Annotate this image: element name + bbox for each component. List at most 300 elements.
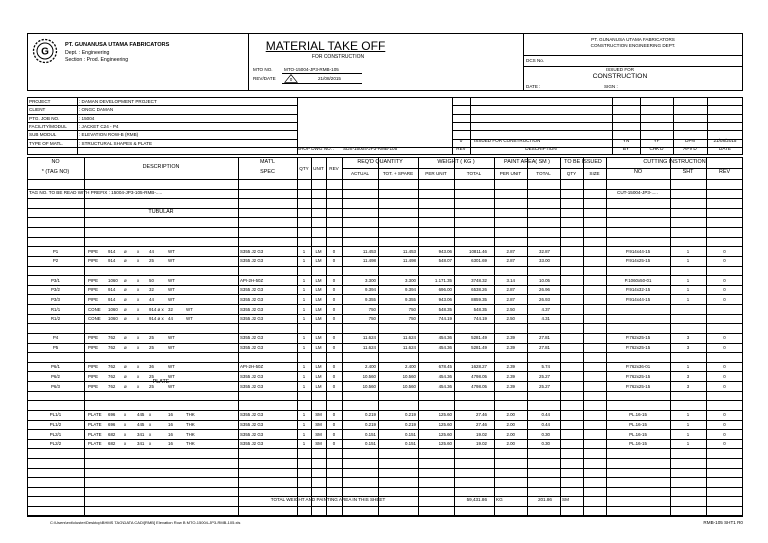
svg-text:G: G — [41, 46, 49, 58]
row-paint-total: 4.37 — [541, 306, 550, 312]
row-desc-part: 44 — [168, 316, 173, 322]
row-desc-part: PIPE — [88, 383, 99, 389]
row-actual: 10.560 — [362, 373, 376, 379]
row-cut-sht: 1 — [686, 248, 690, 254]
row-desc-part: 50 — [149, 277, 154, 283]
row-line — [27, 477, 743, 478]
col-no: NO — [51, 159, 60, 165]
project-field-value: : DAMAN DEVELOPMENT PROJECT — [79, 99, 157, 104]
project-row-line — [27, 130, 297, 131]
row-desc-part: 32 — [149, 287, 154, 293]
row-tag-no: R1/1 — [50, 306, 61, 312]
right-company-dept: CONSTRUCTION ENGINEERING DEPT. — [590, 43, 676, 48]
row-desc-part: PIPE — [88, 287, 99, 293]
col-rev: REV — [329, 166, 339, 171]
row-tot-spare: 0.219 — [405, 422, 416, 427]
row-desc-part: ø — [124, 373, 127, 379]
row-line — [27, 343, 743, 344]
shop-dwg-value: SDS-15004-JP3-RMB-105 — [343, 146, 398, 151]
row-spec: API-2H-50Z — [240, 277, 264, 283]
row-desc-part: 44 — [149, 296, 154, 302]
row-paint-per-unit: 2.00 — [506, 422, 515, 427]
row-spec: S355 J2 G3 — [240, 296, 264, 302]
row-desc-part: x — [137, 364, 140, 370]
row-weight-total: 5281.49 — [471, 345, 487, 351]
row-line — [27, 208, 743, 209]
row-rev: 0 — [332, 296, 336, 302]
row-tag-no: PL1/2 — [49, 422, 62, 427]
row-cut-no: P.762x25-15 — [625, 345, 651, 351]
project-row-line — [27, 122, 297, 123]
row-desc-part: 36 — [149, 364, 154, 370]
row-desc-part: x — [149, 422, 152, 427]
row-desc-part: ø — [124, 248, 127, 254]
mto-value: MTO-15004-JP3-RMB-105 — [284, 67, 339, 72]
row-actual: 2.400 — [365, 364, 376, 370]
project-field-value: : ELEVATION ROW-B (RMB) — [79, 132, 139, 138]
row-qty: 1 — [302, 277, 306, 283]
totals-paint-unit: SM — [562, 497, 569, 502]
row-unit: SM — [315, 422, 322, 427]
row-desc-part: 16 — [168, 431, 173, 437]
row-unit: SM — [315, 431, 322, 437]
row-desc-part: x — [137, 306, 140, 312]
row-desc-part: PIPE — [88, 345, 99, 351]
row-qty: 1 — [302, 364, 306, 370]
row-desc-part: PLATE — [88, 431, 102, 437]
project-field-label: PROJECT — [29, 99, 51, 104]
row-weight-total: 3748.32 — [471, 277, 487, 283]
rev-date-label: REV/DATE — [253, 76, 276, 81]
revision-desc-label: DESCRIPTION — [525, 146, 557, 151]
row-desc-part: 1060 — [108, 316, 118, 322]
row-cut-no: P.762x36-01 — [625, 364, 651, 370]
row-desc-part: 1060 — [108, 306, 118, 312]
row-spec: API-2H-50Z — [240, 364, 264, 370]
tag-prefix-note: TAG NO. TO BE READ WITH PREFIX : 15004-JP3-105-RMB-..... — [29, 190, 163, 195]
row-cut-no: PL.16-15 — [629, 431, 647, 437]
row-weight-per-unit: 744.19 — [438, 316, 452, 322]
row-unit: LM — [315, 316, 322, 322]
row-rev: 0 — [332, 316, 336, 322]
row-desc-part: 25 — [149, 373, 154, 379]
totals-paint: 201.86 — [537, 497, 552, 502]
row-cut-no: P.914x25-15 — [625, 258, 651, 264]
revision-rev-label: REV — [456, 146, 466, 151]
project-row-line — [27, 147, 297, 148]
row-paint-per-unit: 2.39 — [506, 335, 515, 341]
row-spec: S355 J2 G3 — [240, 412, 264, 418]
row-line — [27, 352, 743, 353]
row-tot-spare: 11.498 — [402, 258, 416, 264]
row-tag-no: P2 — [52, 258, 59, 264]
row-cut-sht: 3 — [686, 373, 690, 379]
row-rev: 0 — [332, 345, 336, 351]
row-qty: 1 — [302, 412, 306, 418]
row-paint-total: 0.30 — [541, 431, 550, 437]
col-reqd: REQ'D QUANTITY — [357, 159, 403, 165]
col-paint-total: TOTAL — [536, 171, 551, 176]
row-desc-part: WT — [168, 373, 175, 379]
project-field-label: PTG. JOB NO. — [29, 115, 60, 121]
row-line — [27, 333, 743, 334]
rev-value: 0 — [289, 77, 293, 82]
row-tot-spare: 11.624 — [402, 345, 416, 351]
project-field-value: : JACKET C24 - P4 — [79, 123, 119, 129]
col-cutting-instruction: CUTTING INSTRUCTION — [643, 159, 706, 165]
row-paint-total: 25.27 — [539, 383, 550, 389]
row-desc-part: 16 — [168, 441, 173, 447]
row-cut-sht: 1 — [686, 431, 690, 437]
row-line — [27, 429, 743, 430]
row-weight-total: 4798.05 — [471, 383, 487, 389]
row-unit: LM — [315, 258, 322, 264]
row-desc-part: x — [137, 248, 140, 254]
row-line — [27, 448, 743, 449]
revision-row-line — [452, 105, 743, 106]
row-desc-part: 682 — [108, 431, 116, 437]
row-line — [27, 516, 743, 517]
row-qty: 1 — [302, 287, 306, 293]
row-desc-part: 25 — [149, 335, 154, 341]
row-qty: 1 — [302, 316, 306, 322]
project-field-label: SUB MODUL — [29, 132, 57, 138]
row-actual: 9.355 — [365, 296, 376, 302]
col-qty: QTY — [299, 166, 309, 171]
col-description: DESCRIPTION — [142, 164, 180, 170]
row-weight-total: 27.46 — [476, 422, 487, 427]
row-weight-per-unit: 125.60 — [438, 422, 452, 427]
row-unit: LM — [315, 277, 322, 283]
row-desc-part: 16 — [168, 412, 173, 418]
col-unit: UNIT — [313, 166, 324, 171]
row-cut-rev: 0 — [723, 373, 726, 379]
row-tag-no: P5 — [52, 345, 59, 351]
row-desc-part: 1060 — [108, 277, 118, 283]
row-desc-part: x — [137, 287, 140, 293]
project-field-value: : 15004 — [79, 115, 95, 121]
row-actual: 11.624 — [362, 345, 376, 351]
row-cut-rev: 0 — [723, 335, 726, 341]
row-desc-part: x — [137, 383, 140, 389]
revision-row-line — [452, 130, 743, 131]
row-rev: 0 — [332, 441, 336, 447]
row-tot-spare: 11.453 — [402, 248, 416, 254]
row-cut-rev: 0 — [723, 345, 726, 351]
row-line — [27, 304, 743, 305]
row-spec: S355 J2 G3 — [240, 306, 264, 312]
row-rev: 0 — [332, 373, 336, 379]
row-tot-spare: 750 — [408, 306, 416, 312]
col-actual: ACTUAL — [350, 171, 370, 176]
row-cut-sht: 1 — [686, 296, 690, 302]
row-paint-per-unit: 3.14 — [506, 277, 515, 283]
row-paint-per-unit: 2.39 — [506, 345, 515, 351]
row-desc-part: 914 — [108, 296, 116, 302]
row-tot-spare: 3.300 — [405, 277, 416, 283]
row-line — [27, 391, 743, 392]
row-weight-per-unit: 125.60 — [438, 412, 452, 418]
col-tag-no: * (TAG NO) — [41, 169, 70, 175]
row-unit: LM — [315, 373, 322, 379]
dcs-label: DCS No. — [526, 58, 545, 63]
row-rev: 0 — [332, 431, 336, 437]
row-cut-no: P.914x44-15 — [625, 248, 651, 254]
row-desc-part: WT — [168, 248, 175, 254]
row-spec: S355 J2 G3 — [240, 258, 264, 264]
row-desc-part: ø — [124, 258, 127, 264]
row-desc-part: 682 — [108, 441, 116, 447]
row-qty: 1 — [302, 258, 306, 264]
row-desc-part: 32 — [168, 306, 173, 312]
row-weight-per-unit: 125.60 — [438, 431, 452, 437]
right-company-name: PT. GUNANUSA UTAMA FABRICATORS — [591, 37, 675, 42]
row-cut-rev: 0 — [723, 431, 726, 437]
row-cut-no: P.762x25-15 — [625, 373, 651, 379]
row-rev: 0 — [332, 412, 336, 418]
row-weight-per-unit: 454.36 — [438, 345, 452, 351]
row-tot-spare: 9.355 — [405, 296, 416, 302]
row-tot-spare: 10.560 — [402, 383, 416, 389]
row-desc-part: 25 — [149, 345, 154, 351]
row-desc-part: THK — [186, 441, 195, 447]
row-cut-sht: 3 — [686, 335, 690, 341]
row-desc-part: 16 — [168, 422, 173, 427]
row-spec: S355 J2 G3 — [240, 287, 264, 293]
project-field-label: TYPE OF MATL. — [29, 140, 64, 146]
row-cut-no: P.1060x50-01 — [624, 277, 652, 283]
project-row-line — [27, 105, 297, 106]
row-paint-total: 26.93 — [539, 296, 550, 302]
row-weight-total: 548.35 — [473, 306, 487, 312]
row-spec: S355 J2 G3 — [240, 431, 264, 437]
row-line — [27, 371, 743, 372]
row-desc-part: 341 — [137, 441, 145, 447]
row-rev: 0 — [332, 383, 336, 389]
row-unit: LM — [315, 345, 322, 351]
row-qty: 1 — [302, 306, 306, 312]
row-desc-part: ø — [124, 306, 127, 312]
col-weight-per-unit: PER UNIT — [425, 171, 447, 176]
row-qty: 1 — [302, 248, 306, 254]
row-cut-sht: 1 — [686, 287, 690, 293]
row-paint-per-unit: 2.50 — [506, 316, 515, 322]
row-cut-no: PL.16-15 — [629, 412, 647, 418]
row-tag-no: P1 — [52, 248, 59, 254]
row-tot-spare: 0.151 — [405, 431, 416, 437]
row-desc-part: x — [137, 277, 140, 283]
row-desc-part: CONE — [88, 306, 101, 312]
row-cut-rev: 0 — [723, 258, 726, 264]
row-desc-part: x — [137, 335, 140, 341]
row-paint-total: 4.31 — [541, 316, 550, 322]
row-desc-part: 914 ø x — [149, 316, 164, 322]
row-desc-part: PLATE — [88, 422, 102, 427]
row-weight-total: 744.19 — [473, 316, 487, 322]
row-weight-per-unit: 943.06 — [438, 248, 452, 254]
row-paint-per-unit: 2.87 — [506, 287, 515, 293]
row-paint-per-unit: 2.00 — [506, 431, 515, 437]
row-tot-spare: 0.151 — [405, 441, 416, 447]
revision-desc: ISSUED FOR CONSTRUCTION — [474, 138, 541, 143]
row-weight-total: 6538.26 — [471, 287, 487, 293]
revision-yn: YN — [622, 138, 630, 143]
row-desc-part: PIPE — [88, 248, 99, 254]
row-actual: 750 — [368, 316, 376, 322]
row-desc-part: THK — [186, 431, 195, 437]
footer-sheet-id: RMB-105 SHT1 R0 — [703, 520, 743, 525]
row-tot-spare: 10.560 — [402, 373, 416, 379]
row-cut-sht: 1 — [686, 412, 690, 418]
row-desc-part: x — [137, 258, 140, 264]
company-name: PT. GUNANUSA UTAMA FABRICATORS — [65, 42, 170, 48]
row-paint-total: 10.05 — [539, 277, 550, 283]
row-desc-part: WT — [168, 277, 175, 283]
row-cut-rev: 0 — [723, 412, 726, 418]
col-tot-spare: TOT. + SPARE — [382, 171, 414, 176]
row-desc-part: 341 — [137, 431, 145, 437]
row-desc-part: ø — [124, 345, 127, 351]
project-row-line — [27, 114, 297, 115]
row-line — [27, 410, 743, 411]
col-cut-no: NO — [633, 169, 643, 175]
row-actual: 11.498 — [362, 258, 376, 264]
row-spec: S355 J2 G3 — [240, 422, 264, 427]
row-line — [27, 458, 743, 459]
row-paint-per-unit: 2.39 — [506, 373, 515, 379]
row-desc-part: PIPE — [88, 296, 99, 302]
col-cut-rev: REV — [718, 169, 731, 175]
row-tot-spare: 11.624 — [402, 335, 416, 341]
col-weight-total: TOTAL — [466, 171, 482, 176]
row-desc-part: 762 — [108, 345, 116, 351]
row-rev: 0 — [332, 306, 336, 312]
row-actual: 9.394 — [365, 287, 376, 293]
row-unit: LM — [315, 296, 322, 302]
row-cut-rev: 0 — [723, 441, 726, 447]
row-desc-part: ø — [124, 277, 127, 283]
row-desc-part: WT — [186, 306, 193, 312]
row-weight-per-unit: 454.36 — [438, 383, 452, 389]
col-to-be-issued: TO BE ISSUED — [564, 159, 602, 165]
row-weight-per-unit: 678.45 — [438, 364, 452, 370]
row-desc-part: 914 — [108, 248, 116, 254]
row-weight-total: 4798.05 — [471, 373, 487, 379]
row-line — [27, 420, 743, 421]
row-line — [27, 314, 743, 315]
row-cut-no: PL.16-15 — [629, 422, 647, 427]
row-unit: LM — [315, 383, 322, 389]
row-qty: 1 — [302, 296, 306, 302]
col-issue-size: SIZE — [589, 171, 600, 176]
mto-label: MTO NO. — [253, 67, 273, 72]
shop-dwg-label: SHOP DWG NO. : — [297, 146, 335, 151]
row-qty: 1 — [302, 373, 306, 379]
row-weight-per-unit: 943.06 — [438, 296, 452, 302]
project-row-line — [27, 139, 297, 140]
issued-for-value: CONSTRUCTION — [592, 73, 648, 80]
row-cut-no: P.762x25-15 — [625, 383, 651, 389]
row-weight-total: 19.02 — [476, 431, 487, 437]
row-desc-part: ø — [124, 316, 127, 322]
row-desc-part: PIPE — [88, 373, 99, 379]
row-weight-total: 1628.27 — [471, 364, 487, 370]
row-cut-sht: 3 — [686, 383, 690, 389]
row-weight-per-unit: 454.36 — [438, 373, 452, 379]
row-desc-part: x — [124, 441, 127, 447]
row-paint-per-unit: 2.87 — [506, 248, 515, 254]
row-desc-part: 44 — [149, 248, 154, 254]
row-rev: 0 — [332, 248, 336, 254]
row-paint-total: 5.74 — [541, 364, 550, 370]
column-line — [583, 157, 584, 516]
row-paint-total: 32.87 — [539, 248, 550, 254]
row-spec: S355 J2 G3 — [240, 248, 264, 254]
row-line — [27, 266, 743, 267]
row-desc-part: x — [124, 431, 127, 437]
row-desc-part: 25 — [149, 383, 154, 389]
row-desc-part: ø — [124, 335, 127, 341]
row-weight-per-unit: 548.35 — [438, 306, 452, 312]
row-tag-no: P6/2 — [50, 373, 61, 379]
row-desc-part: PIPE — [88, 277, 99, 283]
row-cut-sht: 1 — [686, 422, 690, 427]
row-cut-sht: 1 — [686, 277, 690, 283]
row-qty: 1 — [302, 345, 306, 351]
row-desc-part: THK — [186, 422, 195, 427]
row-rev: 0 — [332, 258, 336, 264]
row-paint-per-unit: 2.50 — [506, 306, 515, 312]
row-rev: 0 — [332, 422, 336, 427]
revision-apvd-label: APV'D — [683, 146, 697, 151]
row-cut-no: P.914x32-15 — [625, 287, 651, 293]
row-cut-rev: 0 — [723, 422, 726, 427]
row-qty: 1 — [302, 383, 306, 389]
row-paint-per-unit: 2.87 — [506, 296, 515, 302]
project-field-value: : STRUCTURAL SHAPES & PLATE — [79, 140, 153, 146]
row-desc-part: 914 ø x — [149, 306, 164, 312]
totals-label: TOTAL WEIGHT AND PAINTING AREA IN THIS SHEET — [270, 497, 386, 502]
row-cut-no: P.914x44-15 — [625, 296, 651, 302]
revision-date-label: DATE — [719, 146, 731, 151]
rev-date: 21/08/2015 — [318, 76, 341, 81]
row-tot-spare: 9.394 — [405, 287, 416, 293]
row-tag-no: R1/2 — [50, 316, 61, 322]
col-paint-per-unit: PER UNIT — [499, 171, 522, 176]
row-paint-total: 25.27 — [539, 373, 550, 379]
row-rev: 0 — [332, 335, 336, 341]
row-desc-part: 762 — [108, 364, 116, 370]
row-desc-part: x — [149, 431, 152, 437]
issued-for-label: ISSUED FOR — [605, 67, 635, 72]
row-tag-no: P3/3 — [50, 296, 61, 302]
row-desc-part: 445 — [137, 412, 145, 418]
header-divider-3 — [523, 55, 743, 56]
row-tag-no: PL1/1 — [49, 412, 62, 418]
column-line — [560, 157, 561, 516]
row-unit: LM — [315, 335, 322, 341]
sign-label: SIGN : — [604, 84, 618, 89]
row-qty: 1 — [302, 441, 306, 447]
row-actual: 10.560 — [362, 383, 376, 389]
row-rev: 0 — [332, 277, 336, 283]
row-line — [27, 487, 743, 488]
row-desc-part: 696 — [108, 422, 116, 427]
row-spec: S355 J2 G3 — [240, 335, 264, 341]
row-actual: 750 — [368, 306, 376, 312]
row-spec: S355 J2 G3 — [240, 316, 264, 322]
row-actual: 11.453 — [362, 248, 376, 254]
